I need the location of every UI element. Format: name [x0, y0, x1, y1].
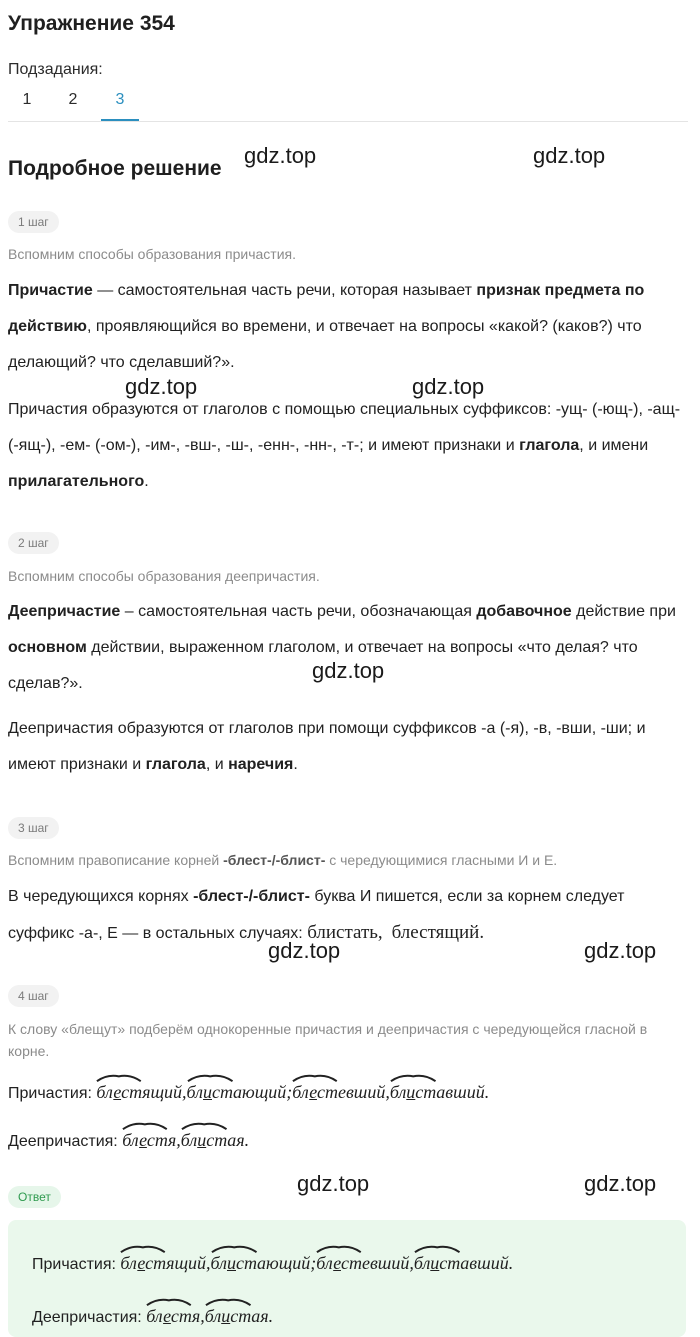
word-root: блист: [181, 1130, 227, 1150]
morpheme-word: блест я,: [146, 1298, 205, 1334]
answer-gerunds-line: [32, 1298, 682, 1336]
subtasks-label: Подзадания:: [8, 61, 103, 78]
morpheme-word: блест евший,: [292, 1074, 390, 1110]
root-arc-icon: [120, 1245, 166, 1253]
morpheme-word: блест евший,: [316, 1245, 414, 1281]
participles-words: [120, 1253, 514, 1273]
root-arc-icon: [414, 1245, 460, 1253]
watermark: gdz.top: [312, 658, 385, 683]
participles-words: [96, 1082, 490, 1102]
step-hint: Вспомним правописание корней -блест-/-блист- с чередующимися гласными И и Е.: [8, 852, 558, 868]
word-root: блист: [205, 1306, 251, 1326]
page-title: Упражнение 354: [8, 12, 175, 35]
example-word: блистать,: [307, 922, 383, 943]
step-badge: 2 шаг: [8, 532, 59, 554]
root-arc-icon: [316, 1245, 362, 1253]
watermark: gdz.top: [244, 143, 317, 168]
watermark: gdz.top: [268, 938, 341, 963]
morpheme-word: блест ящий,: [120, 1245, 210, 1281]
participles-label: Причастия:: [8, 1085, 92, 1102]
step-paragraph: Причастие — самостоятельная часть речи, которая называет признак предмета по действию, проявляющийся во времени, и отвечает на вопросы «какой? (каков?) что делающий? что сделавший?».: [8, 282, 645, 371]
step-badge: 4 шаг: [8, 985, 59, 1007]
gerunds-label: Деепричастия:: [8, 1133, 118, 1150]
gerunds-line: [8, 1122, 688, 1160]
root-arc-icon: [122, 1122, 168, 1130]
subtask-tabs: [8, 85, 688, 122]
morpheme-word: блест я,: [122, 1122, 181, 1158]
morpheme-word: блист ая.: [181, 1122, 249, 1158]
participles-label: Причастия:: [32, 1256, 116, 1273]
watermark: gdz.top: [533, 143, 606, 168]
step-badge: 1 шаг: [8, 211, 59, 233]
tab-3[interactable]: 3: [101, 91, 139, 121]
step-badge: 3 шаг: [8, 817, 59, 839]
example-word: блестящий.: [391, 922, 485, 943]
root-arc-icon: [205, 1298, 251, 1306]
term: Причастие: [8, 282, 93, 299]
morpheme-word: блист авший.: [390, 1074, 489, 1110]
gerunds-label: Деепричастия:: [32, 1309, 142, 1326]
root-arc-icon: [211, 1245, 257, 1253]
root-arc-icon: [146, 1298, 192, 1306]
step-paragraph: В чередующихся корнях -блест-/-блист- буква И пишется, если за корнем следует суффикс -а-, Е — в остальных случаях: блистать, блестящий.: [8, 888, 625, 943]
morpheme-word: блист ающий;: [211, 1245, 317, 1281]
word-root: блест: [96, 1082, 142, 1102]
word-root: блист: [211, 1253, 257, 1273]
word-root: блест: [316, 1253, 362, 1273]
step-paragraph: Причастия образуются от глаголов с помощью специальных суффиксов: -ущ- (-ющ-), -ащ- (-ящ-), -ем- (-ом-), -им-, -вш-, -ш-, -енн-, -нн-, -т-; и имеют признаки и глагола, и имени прилагательного.: [8, 401, 681, 490]
participles-line: [8, 1074, 688, 1112]
step-paragraph: Деепричастие – самостоятельная часть речи, обозначающая добавочное действие при основном действии, выраженном глаголом, и отвечает на вопросы «что делая? что сделав?».: [8, 603, 676, 692]
step-paragraph: Деепричастия образуются от глаголов при помощи суффиксов -а (-я), -в, -вши, -ши; и имеют признаки и глагола, и наречия.: [8, 720, 646, 773]
root-arc-icon: [181, 1122, 227, 1130]
word-root: блест: [122, 1130, 168, 1150]
watermark: gdz.top: [584, 938, 657, 963]
root-arc-icon: [390, 1074, 436, 1082]
answer-badge: Ответ: [8, 1186, 61, 1208]
answer-participles-line: [32, 1245, 682, 1283]
watermark: gdz.top: [412, 374, 485, 399]
term: Деепричастие: [8, 603, 121, 620]
word-root: блест: [146, 1306, 192, 1326]
morpheme-word: блист ая.: [205, 1298, 273, 1334]
section-title: Подробное решение: [8, 157, 222, 180]
root-arc-icon: [187, 1074, 233, 1082]
step-hint: Вспомним способы образования причастия.: [8, 246, 297, 262]
tab-2[interactable]: 2: [68, 91, 78, 108]
watermark: gdz.top: [125, 374, 198, 399]
root-arc-icon: [292, 1074, 338, 1082]
gerunds-words: [146, 1306, 274, 1326]
watermark: gdz.top: [297, 1171, 370, 1196]
step-hint: Вспомним способы образования деепричастия.: [8, 568, 320, 584]
gerunds-words: [122, 1130, 250, 1150]
word-root: блист: [187, 1082, 233, 1102]
word-root: блест: [120, 1253, 166, 1273]
morpheme-word: блест ящий,: [96, 1074, 186, 1110]
morpheme-word: блист ающий;: [187, 1074, 293, 1110]
word-root: блист: [390, 1082, 436, 1102]
tab-1[interactable]: 1: [22, 91, 32, 108]
watermark: gdz.top: [584, 1171, 657, 1196]
morpheme-word: блист авший.: [414, 1245, 513, 1281]
root-arc-icon: [96, 1074, 142, 1082]
word-root: блест: [292, 1082, 338, 1102]
step-hint: К слову «блещут» подберём однокоренные причастия и деепричастия с чередующейся гласной в корне.: [8, 1021, 648, 1059]
word-root: блист: [414, 1253, 460, 1273]
